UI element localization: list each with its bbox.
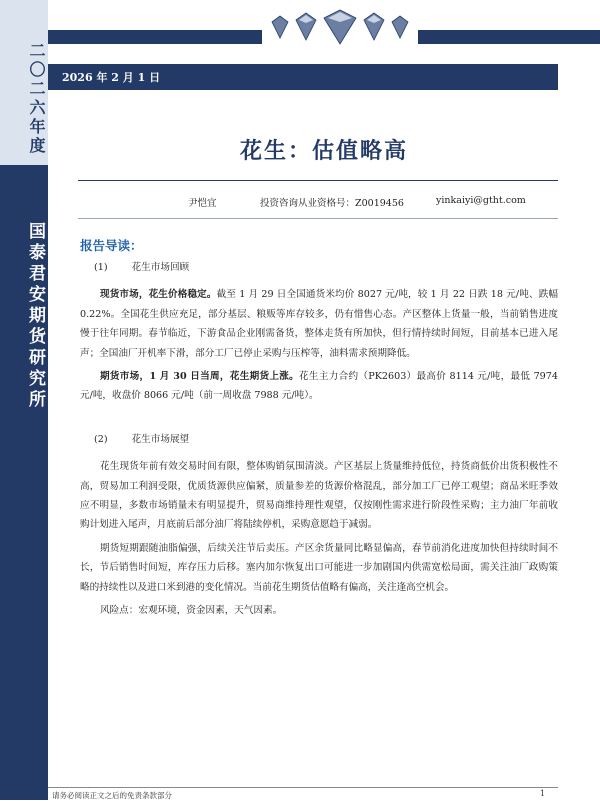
section-title: 花生市场展望 <box>131 433 190 445</box>
author-name: 尹恺宜 <box>188 198 217 209</box>
footer-disclaimer: 请务必阅读正文之后的免责条款部分 <box>52 791 172 800</box>
diamond-logo-icon <box>262 8 418 50</box>
author-email[interactable]: yinkaiyi@gtht.com <box>436 195 526 206</box>
title-divider <box>78 180 558 181</box>
risk-note: 风险点：宏观环境，资金因素，天气因素。 <box>100 605 283 617</box>
paragraph-lead: 期货市场，1 月 30 日当周，花生期货上涨。 <box>100 371 300 383</box>
paragraph: 花生现货年前有效交易时间有限，整体购销氛围清淡。产区基层上货量维持低位，持货商低价出货积极性不高，贸易加工利润受限，优质货源供应偏紧，质量参差的货源价格混乱，部分加工厂已停工观望；商品米旺季效应不明显，多数市场销量未有明显提升，贸易商维持理性观望，仅按刚性需求进行阶段性采购；主力油厂年前收购计划进入尾声，月底前后部分油厂将陆续停机，采购意愿趋于减弱。 <box>80 461 558 531</box>
paragraph: 期货短期跟随油脂偏强，后续关注节后卖压。产区余货量同比略显偏高，春节前消化进度加快但持续时间不长，节后销售时间短，库存压力后移。塞内加尔恢复出口可能进一步加剧国内供需宽松局面，需关注油厂政购策略的持续性以及进口米到港的变化情况。当前花生期货估值略有偏高，关注逢高空机会。 <box>80 542 558 593</box>
sidebar-org: 国泰君安期货研究所 <box>25 222 45 411</box>
guide-divider <box>78 218 558 219</box>
paragraph-body: 截至 1 月 29 日全国通货米均价 8027 元/吨，较 1 月 22 日跌 18 元/吨、跌幅 0.22%。全国花生供应充足，部分基层、粮贩等库存较多，仍有惜售心态。产区整体上货量一般，当前销售进度慢于往年同期。春节临近，下游食品企业刚需备货，整体走货有所加快，但行情持续时间短，目前基本已进入尾声；全国油厂开机率下滑，部分工厂已停止采购与压榨等，油料需求预期降低。 <box>80 289 559 359</box>
sidebar-year: 二〇二六年度 <box>27 42 46 156</box>
section-title: 花生市场回顾 <box>131 262 190 273</box>
footer-divider <box>48 787 558 788</box>
paragraph <box>80 285 558 363</box>
paragraph-body: 花生主力合约（PK2603）最高价 8114 元/吨，最低 7974 元/吨，收盘价 8066 元/吨（前一周收盘 7988 元/吨）。 <box>80 371 558 402</box>
page-title: 花生：估值略高 <box>239 138 408 164</box>
author-cert: 投资咨询从业资格号：Z0019456 <box>260 198 404 209</box>
section-heading <box>80 258 558 277</box>
section-heading <box>80 430 558 449</box>
section-number: (1) <box>94 262 108 273</box>
section-number: (2) <box>94 433 108 445</box>
paragraph <box>80 367 558 406</box>
report-date: 2026 年 2 月 1 日 <box>62 71 161 84</box>
paragraph-lead: 现货市场，花生价格稳定。 <box>100 289 217 301</box>
report-body <box>80 258 558 621</box>
sidebar <box>0 0 48 800</box>
date-band <box>48 64 558 90</box>
page-number: 1 <box>540 789 546 798</box>
guide-label: 报告导读： <box>80 238 143 253</box>
